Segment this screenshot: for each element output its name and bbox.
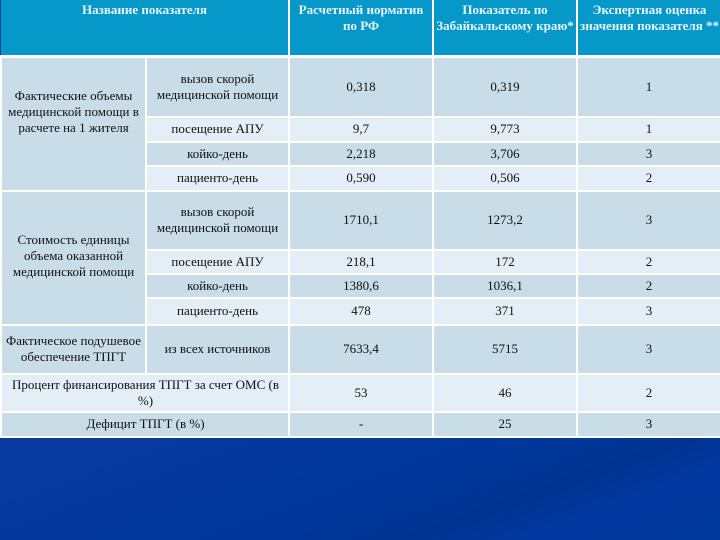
rf-norm-value: 1710,1: [289, 191, 433, 250]
rf-norm-value: 9,7: [289, 117, 433, 142]
sub-indicator: из всех источников: [146, 325, 289, 374]
indicator-oms-percent: Процент финансирования ТПГТ за счет ОМС (в %): [1, 374, 289, 412]
sub-indicator: пациенто-день: [146, 166, 289, 191]
sub-indicator: пациенто-день: [146, 298, 289, 325]
region-value: 3,706: [433, 142, 577, 166]
group-cost-label: Стоимость единицы объема оказанной медицинской помощи: [1, 191, 146, 325]
region-value: 0,319: [433, 57, 577, 117]
indicator-deficit: Дефицит ТПГТ (в %): [1, 412, 289, 437]
header-region-value: Показатель по Забайкальскому краю*: [433, 0, 577, 57]
group-capita-label: Фактическое подушевое обеспечение ТПГТ: [1, 325, 146, 374]
expert-score: 1: [577, 57, 720, 117]
expert-score: 3: [577, 142, 720, 166]
table-row: [1, 57, 720, 117]
rf-norm-value: 2,218: [289, 142, 433, 166]
header-expert-score: Экспертная оценка значения показателя **: [577, 0, 720, 57]
region-value: 371: [433, 298, 577, 325]
slide-background: [0, 437, 720, 540]
header-rf-norm: Расчетный норматив по РФ: [289, 0, 433, 57]
rf-norm-value: -: [289, 412, 433, 437]
expert-score: 2: [577, 166, 720, 191]
rf-norm-value: 0,318: [289, 57, 433, 117]
table-row: [1, 374, 720, 412]
expert-score: 3: [577, 191, 720, 250]
region-value: 1036,1: [433, 274, 577, 298]
expert-score: 2: [577, 374, 720, 412]
sub-indicator: койко-день: [146, 142, 289, 166]
rf-norm-value: 7633,4: [289, 325, 433, 374]
region-value: 46: [433, 374, 577, 412]
rf-norm-value: 1380,6: [289, 274, 433, 298]
region-value: 25: [433, 412, 577, 437]
region-value: 5715: [433, 325, 577, 374]
region-value: 9,773: [433, 117, 577, 142]
expert-score: 2: [577, 250, 720, 274]
expert-score: 3: [577, 412, 720, 437]
region-value: 0,506: [433, 166, 577, 191]
header-row: [1, 0, 720, 57]
sub-indicator: койко-день: [146, 274, 289, 298]
rf-norm-value: 0,590: [289, 166, 433, 191]
rf-norm-value: 478: [289, 298, 433, 325]
sub-indicator: посещение АПУ: [146, 117, 289, 142]
sub-indicator: вызов скорой медицинской помощи: [146, 191, 289, 250]
expert-score: 3: [577, 298, 720, 325]
expert-score: 3: [577, 325, 720, 374]
sub-indicator: вызов скорой медицинской помощи: [146, 57, 289, 117]
table-row: [1, 191, 720, 250]
expert-score: 2: [577, 274, 720, 298]
header-indicator-name: Название показателя: [1, 0, 289, 57]
rf-norm-value: 53: [289, 374, 433, 412]
table-row: [1, 325, 720, 374]
expert-score: 1: [577, 117, 720, 142]
sub-indicator: посещение АПУ: [146, 250, 289, 274]
group-volumes-label: Фактические объемы медицинской помощи в расчете на 1 жителя: [1, 57, 146, 191]
rf-norm-value: 218,1: [289, 250, 433, 274]
table-row: [1, 412, 720, 437]
region-value: 172: [433, 250, 577, 274]
region-value: 1273,2: [433, 191, 577, 250]
